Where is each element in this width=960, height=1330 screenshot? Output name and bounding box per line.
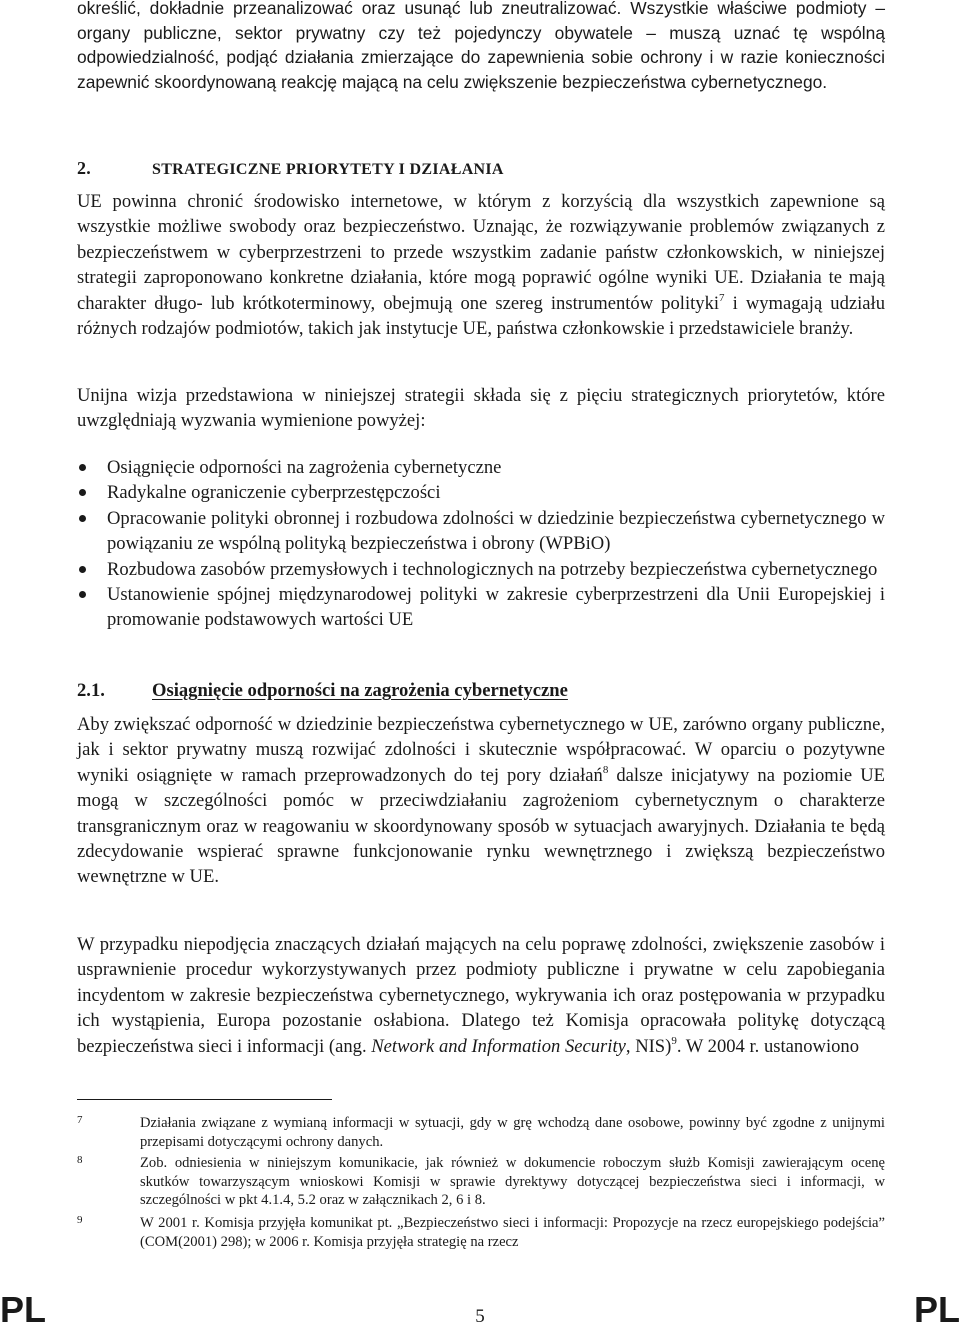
intro-paragraph: określić, dokładnie przeanalizować oraz usunąć lub zneutralizować. Wszystkie właściwe podmioty – organy publiczne, sektor prywatny czy też pojedynczy obywatele – muszą uznać tę wspólną odpowiedzialność, podjąć działania zmierzające do zapewnienia sobie ochrony i w razie konieczności zapewnić skoordynowaną reakcję mającą na celu zwiększenie bezpieczeństwa cybernetycznego. <box>77 0 885 92</box>
body-text: UE powinna chronić środowisko internetowe, w którym z korzyścią dla wszystkich zapewnione są wszystkie możliwe swobody oraz bezpieczeństwo. Uznając, że rozwiązywanie problemów związanych z bezpieczeństwem w cyberprzestrzeni to przede wszystkim zadanie państw członkowskich, w niniejszej strategii zaproponowano konkretne działania, które mogą poprawić ogólne wyniki UE. Działania te mają charakter długo- lub krótkoterminowy, obejmują one szereg instrumentów polityki <box>77 191 885 314</box>
body-paragraph <box>77 712 885 890</box>
body-paragraph <box>77 932 885 1059</box>
bullet-icon <box>79 464 86 471</box>
section-heading <box>77 158 885 179</box>
footnote-ref[interactable]: 7 <box>719 291 725 304</box>
list-item: Rozbudowa zasobów przemysłowych i technologicznych na potrzeby bezpieczeństwa cybernetycznego <box>77 557 885 582</box>
list-item: Radykalne ograniczenie cyberprzestępczości <box>77 480 885 505</box>
subsection-number: 2.1. <box>77 680 105 701</box>
body-paragraph <box>77 189 885 341</box>
footnote-text: Zob. odniesienia w niniejszym komunikacie, jak również w dokumencie roboczym służb Komisji zawierającym ocenę skutków towarzyszącym wnioskowi Komisji w sprawie dyrektywy dotyczącej bezpieczeństwa sieci i informacji, w szczególności w pkt 4.1.4, 5.2 oraz w załącznikach 2, 6 i 8. <box>140 1155 885 1209</box>
body-text: , NIS) <box>625 1035 672 1057</box>
language-code-left: PL <box>0 1289 47 1330</box>
bullet-icon <box>79 591 86 598</box>
footnote-text: W 2001 r. Komisja przyjęła komunikat pt. „Bezpieczeństwo sieci i informacji: Propozycje na rzecz europejskiego podejścia” (COM(2001) 298); w 2006 r. Komisja przyjęła strategię na rzecz <box>140 1215 885 1250</box>
list-item: Osiągnięcie odporności na zagrożenia cybernetyczne <box>77 455 885 480</box>
body-text: Aby zwiększać odporność w dziedzinie bezpieczeństwa cybernetycznego w UE, zarówno organy publiczne, jak i sektor prywatny muszą rozwijać zdolności i skutecznie współpracować. W oparciu o pozytywne wyniki osiągnięte w ramach przeprowadzonych do tej pory działań <box>77 714 885 786</box>
footnote <box>77 1214 885 1251</box>
priority-list <box>77 455 885 633</box>
subsection-heading <box>77 680 885 702</box>
language-code-right: PL <box>913 1289 960 1330</box>
body-text: i wymagają udziału różnych rodzajów podmiotów, takich jak instytucje UE, państwa członkowskie i przedstawiciele branży. <box>77 292 886 340</box>
footnote-number: 8 <box>77 1154 83 1166</box>
bullet-icon <box>79 566 86 573</box>
list-item: Ustanowienie spójnej międzynarodowej polityki w zakresie cyberprzestrzeni dla Unii Europejskiej i promowanie podstawowych wartości UE <box>77 582 885 633</box>
subsection-title: Osiągnięcie odporności na zagrożenia cybernetyczne <box>152 680 568 701</box>
bullet-icon <box>79 515 86 522</box>
footnote-divider <box>77 1099 332 1100</box>
footnote-ref[interactable]: 9 <box>671 1034 677 1047</box>
footnote-number: 7 <box>77 1114 83 1126</box>
section-title: STRATEGICZNE PRIORYTETY I DZIAŁANIA <box>152 161 504 178</box>
footnote <box>77 1154 885 1210</box>
footnote <box>77 1114 885 1151</box>
body-text: . W 2004 r. ustanowiono <box>676 1035 859 1057</box>
body-text: W przypadku niepodjęcia znaczących działań mających na celu poprawę zdolności, zwiększenie zasobów i usprawnienie procedur wykorzystywanych przez podmioty publiczne i prywatne w celu zapobiegania incydentom w zakresie bezpieczeństwa cybernetycznego, wykrywania ich oraz postępowania w przypadku ich wystąpienia, Europa pozostanie osłabiona. Dlatego też Komisja opracowała politykę dotyczącą bezpieczeństwa sieci i informacji (ang. <box>77 934 885 1057</box>
body-paragraph: Unijna wizja przedstawiona w niniejszej strategii składa się z pięciu strategicznych priorytetów, które uwzględniają wyzwania wymienione powyżej: <box>77 385 885 432</box>
section-number: 2. <box>77 158 92 178</box>
footnote-number: 9 <box>77 1214 83 1226</box>
bullet-icon <box>79 489 86 496</box>
body-text-italic: Network and Information Security <box>371 1035 626 1057</box>
body-text: dalsze inicjatywy na poziomie UE mogą w szczególności pomóc w przeciwdziałaniu zagrożeniom cybernetycznym o charakterze transgranicznym oraz w reagowaniu w skoordynowany sposób w sytuacjach awaryjnych. Działania te będą zdecydowanie wspierać sprawne funkcjonowanie rynku wewnętrznego i zwiększą bezpieczeństwo wewnętrzne w UE. <box>77 764 885 888</box>
list-item: Opracowanie polityki obronnej i rozbudowa zdolności w dziedzinie bezpieczeństwa cybernetycznego w powiązaniu ze wspólną polityką bezpieczeństwa i obrony (WPBiO) <box>77 506 885 557</box>
page-number: 5 <box>475 1306 485 1327</box>
footnote-ref[interactable]: 8 <box>602 763 609 776</box>
footnote-text: Działania związane z wymianą informacji w sytuacji, gdy w grę wchodzą dane osobowe, powinny być zgodne z unijnymi przepisami dotyczącymi ochrony danych. <box>140 1115 885 1150</box>
